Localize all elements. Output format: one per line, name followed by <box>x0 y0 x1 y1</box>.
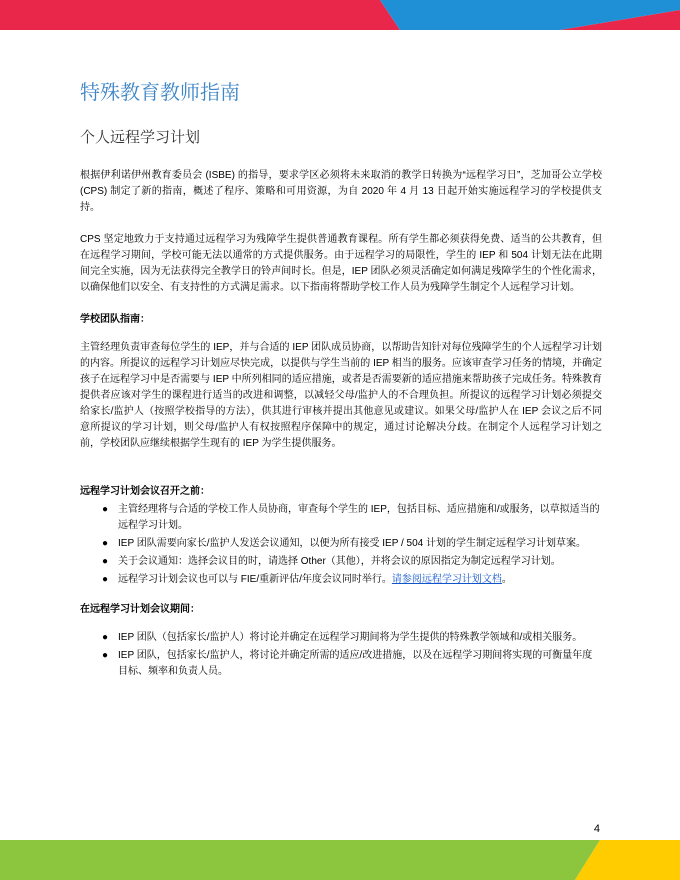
list-item <box>102 536 602 552</box>
bottom-band-graphic <box>0 840 680 880</box>
top-decorative-band <box>0 0 680 30</box>
page-subtitle: 个人远程学习计划 <box>80 129 201 146</box>
during-meeting-list <box>80 630 602 680</box>
bullet-icon: ● <box>102 632 109 643</box>
list-item-text: IEP 团队，包括家长/监护人，将讨论并确定所需的适应/改进措施，以及在远程学习期间将实现的可衡量年度目标、频率和负责人员。 <box>118 650 593 677</box>
list-item-text: 远程学习计划会议也可以与 FIE/重新评估/年度会议同时举行。 <box>118 574 392 585</box>
section-spacer <box>80 468 602 484</box>
bullet-icon: ● <box>102 504 109 515</box>
bullet-icon: ● <box>102 650 109 661</box>
list-item <box>102 502 602 534</box>
remote-learning-plan-doc-link[interactable]: 请参阅远程学习计划文档 <box>391 574 502 585</box>
school-team-heading: 学校团队指南： <box>80 314 150 325</box>
document-body <box>80 80 602 694</box>
intro-paragraph-2: CPS 坚定地致力于支持通过远程学习为残障学生提供普通教育课程。所有学生都必须获得免费、适当的公共教育，但在远程学习期间，学校可能无法以通常的方式提供服务。由于远程学习的局限性，学生的 IEP 和 504 计划无法在此期间完全实施，因为无法获得完全教学日的铃声间时长。但是，IEP 团队必须灵活确定如何满足残障学生的个性化需求，以确保他们以安全、有支持性的方式满足需求。以下指南将帮助学校工作人员为残障学生制定个人远程学习计划。 <box>80 234 602 293</box>
list-item-text: IEP 团队（包括家长/监护人）将讨论并确定在远程学习期间将为学生提供的特殊教学领域和/或相关服务。 <box>118 632 583 643</box>
bullet-icon: ● <box>102 574 109 585</box>
list-item-text: 关于会议通知：选择会议目的时，请选择 Other（其他），并将会议的原因指定为制定远程学习计划。 <box>118 556 561 567</box>
list-item <box>102 554 602 570</box>
bottom-decorative-band <box>0 840 680 880</box>
top-band-graphic <box>0 0 680 30</box>
school-team-paragraph: 主管经理负责审查每位学生的 IEP，并与合适的 IEP 团队成员协商，以帮助告知针对每位残障学生的个人远程学习计划的内容。所提议的远程学习计划应尽快完成，以提供与学生当前的 IEP 相当的服务。应该审查学习任务的情境，并确定孩子在远程学习中是否需要与 IEP 中所列相同的适应措施，或者是否需要新的适应措施来帮助孩子完成任务。特殊教育提供者应该对学生的课程进行适当的改进和调整，以减轻父母/监护人的不合理负担。所提议的远程学习计划必须提交给家长/监护人（按照学校指导的方法），供其进行审核并提出其他意见或建议。如果父母/监护人在 IEP 会议之后不同意所提议的学习计划，则父母/监护人有权按照程序保障中的规定，通过讨论解决分歧。在制定个人远程学习计划之前，学校团队应继续根据学生现有的 IEP 为学生提供服务。 <box>80 342 602 449</box>
intro-paragraph-1: 根据伊利诺伊州教育委员会 (ISBE) 的指导，要求学区必须将未来取消的教学日转换为“远程学习日”，芝加哥公立学校 (CPS) 制定了新的指南，概述了程序、策略和可用资源，为自 2020 年 4 月 13 日起开始实施远程学习的学校提供支持。 <box>80 170 602 213</box>
list-item <box>102 648 602 680</box>
bullet-icon: ● <box>102 556 109 567</box>
list-item-text: IEP 团队需要向家长/监护人发送会议通知，以便为所有接受 IEP / 504 计划的学生制定远程学习计划草案。 <box>118 538 587 549</box>
top-band-red <box>0 0 400 30</box>
list-item <box>102 630 602 646</box>
page-number: 4 <box>593 823 600 835</box>
list-item <box>102 572 602 588</box>
list-item-text: 主管经理将与合适的学校工作人员协商，审查每个学生的 IEP，包括目标、适应措施和/或服务，以草拟适当的远程学习计划。 <box>118 504 600 531</box>
bottom-band-green <box>0 840 600 880</box>
during-meeting-heading: 在远程学习计划会议期间： <box>80 604 200 615</box>
before-meeting-list <box>80 502 602 588</box>
bullet-icon: ● <box>102 538 109 549</box>
list-item-suffix: 。 <box>501 574 512 585</box>
before-meeting-heading: 远程学习计划会议召开之前： <box>80 486 210 497</box>
page-title: 特殊教育教师指南 <box>80 82 240 104</box>
